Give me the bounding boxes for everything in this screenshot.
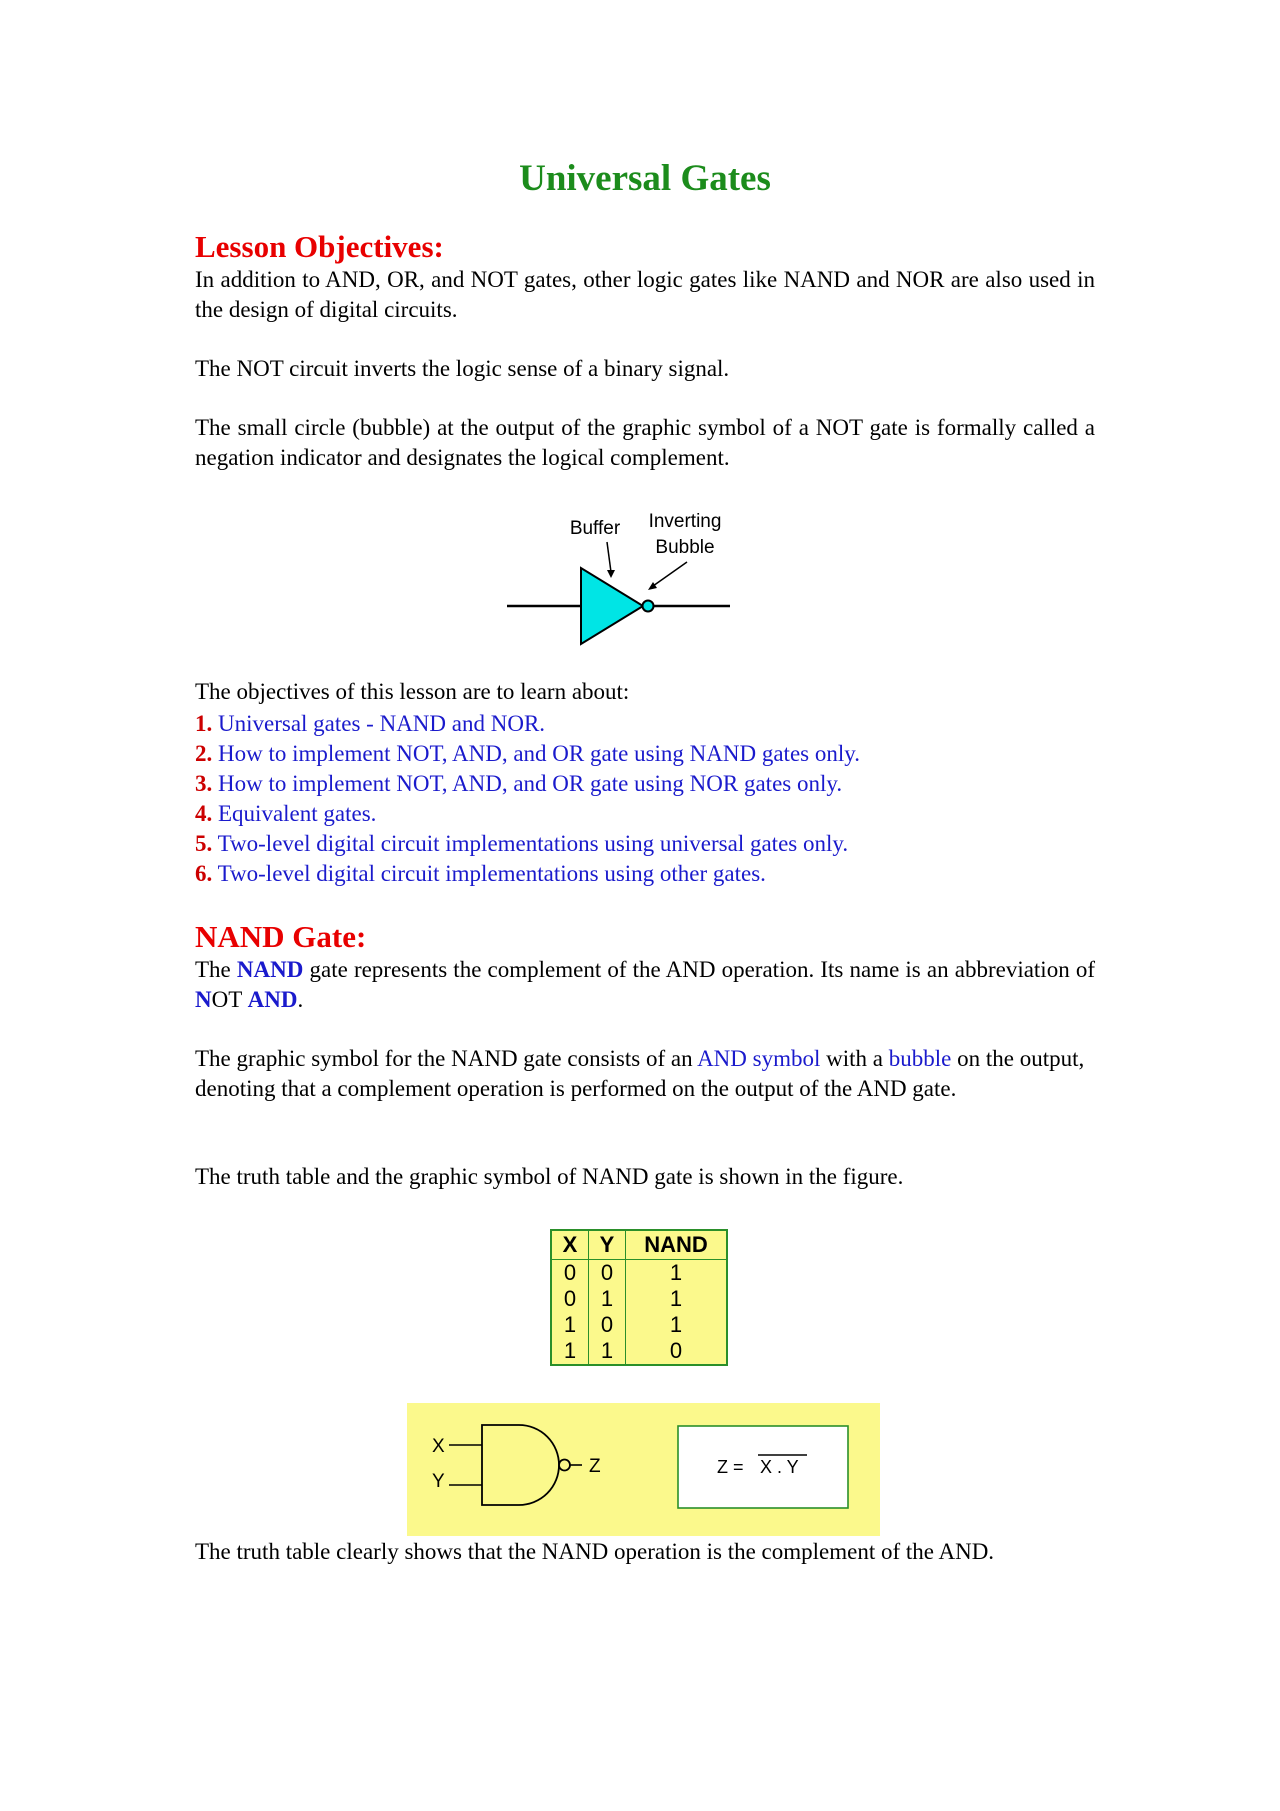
equation-lhs: Z = [717, 1457, 744, 1477]
objectives-paragraph-2: The NOT circuit inverts the logic sense of a binary signal. [195, 356, 730, 381]
table-cell: 1 [626, 1286, 728, 1312]
list-item-text: Two-level digital circuit implementations using other gates. [217, 861, 766, 886]
output-z-label: Z [589, 1456, 601, 1477]
table-cell: 0 [589, 1260, 626, 1287]
text-run: OT [211, 987, 248, 1012]
list-item-number: 3. [195, 771, 213, 796]
list-item-number: 4. [195, 801, 213, 826]
buffer-arrow-head [607, 570, 615, 578]
table-header-nand: NAND [626, 1230, 728, 1260]
list-item [195, 769, 1095, 799]
table-row [551, 1286, 727, 1312]
text-run: The [195, 957, 237, 982]
list-item-text: Two-level digital circuit implementations using universal gates only. [217, 831, 849, 856]
table-header-y: Y [589, 1230, 626, 1260]
list-item-text: Equivalent gates. [218, 801, 377, 826]
list-item [195, 799, 1095, 829]
and-symbol-term: AND symbol [697, 1046, 821, 1071]
nand-term: NAND [236, 957, 304, 982]
table-row [551, 1260, 727, 1287]
list-item-number: 1. [195, 711, 213, 736]
table-cell: 0 [551, 1260, 589, 1287]
inverting-bubble-icon [643, 601, 654, 612]
table-header-row [551, 1230, 727, 1260]
list-item-text: How to implement NOT, AND, and OR gate using NOR gates only. [218, 771, 843, 796]
list-item [195, 829, 1095, 859]
nand-paragraph-2 [195, 1044, 1085, 1104]
nand-heading: NAND Gate: [195, 919, 367, 954]
list-item-number: 2. [195, 741, 213, 766]
table-cell: 1 [589, 1286, 626, 1312]
table-header-x: X [551, 1230, 589, 1260]
bubble-term: bubble [888, 1046, 952, 1071]
nand-paragraph-4: The truth table clearly shows that the NAND operation is the complement of the AND. [195, 1539, 995, 1564]
table-cell: 1 [551, 1338, 589, 1365]
nand-bubble-icon [559, 1460, 570, 1471]
text-run: with a [820, 1046, 889, 1071]
abbrev-and: AND [247, 987, 298, 1012]
list-item-text: How to implement NOT, AND, and OR gate using NAND gates only. [218, 741, 861, 766]
input-y-label: Y [432, 1471, 445, 1492]
objectives-paragraph-3: The small circle (bubble) at the output of the graphic symbol of a NOT gate is formally called a negation indicator and designates the logical complement. [195, 415, 1095, 470]
table-cell: 1 [626, 1260, 728, 1287]
list-item-text: Universal gates - NAND and NOR. [218, 711, 546, 736]
table-row [551, 1338, 727, 1365]
table-cell: 0 [626, 1338, 728, 1365]
table-cell: 0 [551, 1286, 589, 1312]
objectives-heading: Lesson Objectives: [195, 229, 444, 264]
text-run: gate represents the complement of the AND operation. Its name is an abbreviation of [303, 957, 1095, 982]
nand-paragraph-1 [195, 955, 1095, 1015]
text-run: . [297, 987, 304, 1012]
list-item [195, 739, 1095, 769]
table-cell: 1 [551, 1312, 589, 1338]
objectives-paragraph-1: In addition to AND, OR, and NOT gates, other logic gates like NAND and NOR are also used in the design of digital circuits. [195, 267, 1095, 322]
table-row [551, 1312, 727, 1338]
list-item [195, 859, 1095, 889]
table-cell: 1 [589, 1338, 626, 1365]
bubble-arrow [653, 562, 687, 586]
nand-truth-table [550, 1229, 728, 1366]
list-item [195, 709, 1095, 739]
objectives-intro: The objectives of this lesson are to learn about: [195, 679, 630, 704]
abbrev-n: N [195, 987, 212, 1012]
table-cell: 0 [589, 1312, 626, 1338]
not-gate-figure [505, 500, 745, 660]
inverting-label-line2: Bubble [655, 537, 715, 558]
list-item-number: 5. [195, 831, 213, 856]
page-title: Universal Gates [519, 158, 771, 199]
list-item-number: 6. [195, 861, 213, 886]
bubble-arrow-head [648, 582, 657, 590]
equation-rhs: X . Y [760, 1457, 799, 1477]
text-run: The graphic symbol for the NAND gate consists of an [195, 1046, 698, 1071]
nand-symbol-figure [407, 1403, 880, 1536]
input-x-label: X [432, 1436, 445, 1457]
nand-paragraph-3: The truth table and the graphic symbol of NAND gate is shown in the figure. [195, 1164, 904, 1189]
text-run: on the output, denoting that a complement operation is performed on the output of the AND gate. [195, 1046, 1085, 1101]
objectives-list [195, 709, 1095, 889]
buffer-arrow [607, 542, 611, 572]
not-gate-triangle-icon [581, 568, 643, 644]
table-cell: 1 [626, 1312, 728, 1338]
buffer-label: Buffer [569, 518, 621, 539]
nand-gate-body-icon [482, 1425, 559, 1505]
inverting-label-line1: Inverting [648, 511, 722, 532]
